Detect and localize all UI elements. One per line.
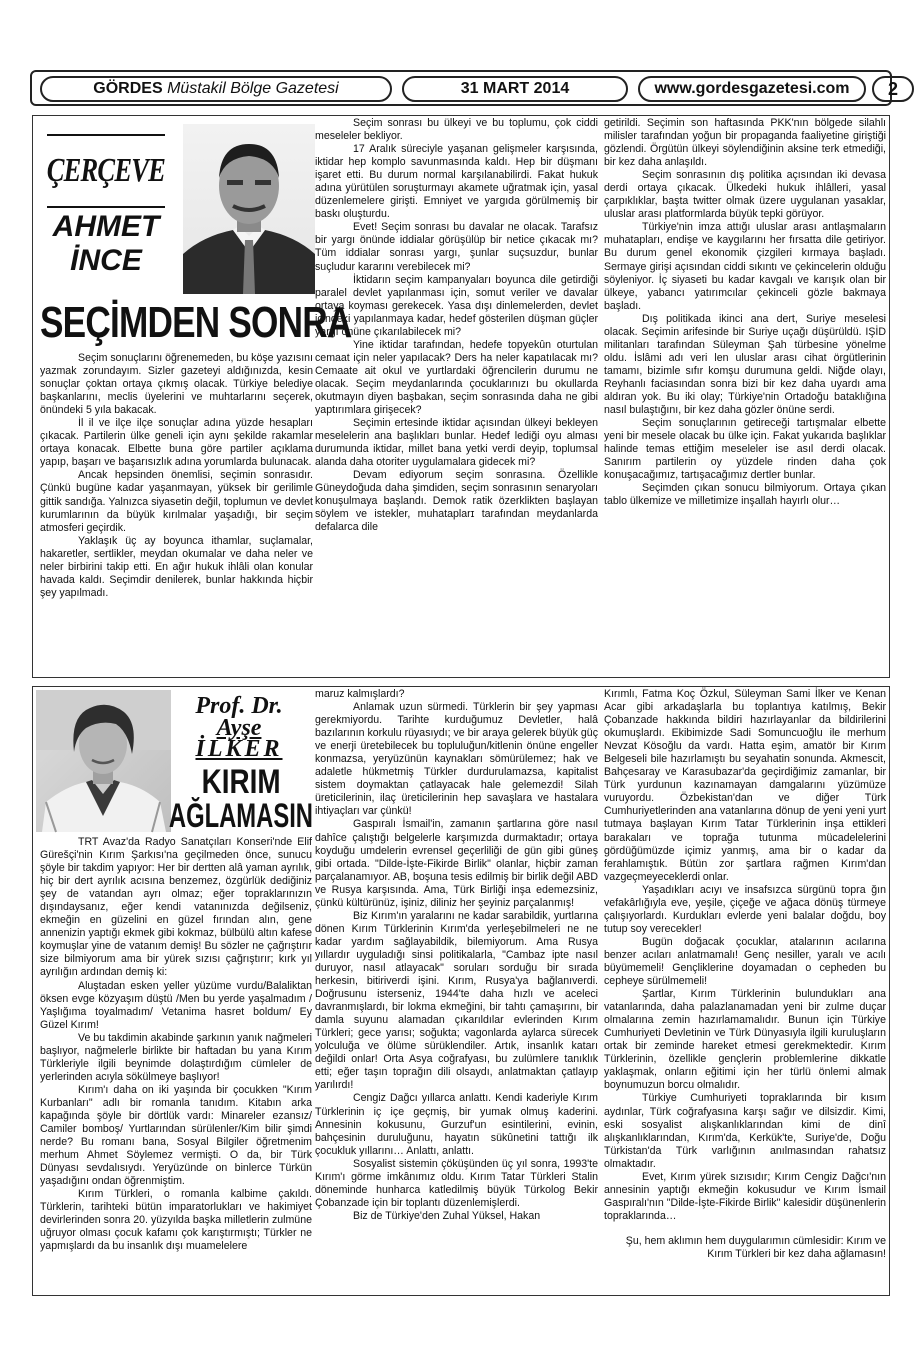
paragraph: Kırım'ı daha on iki yaşında bir çocukken "Kırım Kurbanları" adlı bir romanla tanıdım. Kitabın arka kapağında şöyle bir dörtlük vardı: Minareler ezansız/ Camiler bomboş/ Yurtlarından sürülenler/Kim bilir şimdi nerde? Bu romanı bana, Sosyal Bilgiler öğretmenim merhum Ahmet Söylemez vermişti. O da, bir Türk Dünyası sevdalısıydı. Yeryüzünde on binlerce Türkün yaşadığını ondan öğrenmiştim.: [40, 1083, 312, 1188]
headline-kirim: KIRIM: [201, 763, 281, 801]
paragraph: Kırım Türkleri, o romanla kalbime çakıldı. Türklerin, tarihteki bütün imparatorlukları ve hakimiyet devirlerinden sonra 20. yüzyılda başka milletlerin zulmüne uğruyor olması çocuk kafamı çok karıştırmıştı; Türkler ne yapmışlardı da bu insanlık dışı muamelelere: [40, 1188, 312, 1253]
paragraph: Seçim sonuçlarını öğrenemeden, bu köşe yazısını yazmak zorundayım. Sizler gazeteyi aldığınızda, kesin sonuçlar çoktan ortaya çıkmış olacak. Türkiye belediye başkanlarını, meclis üyelerini ve muhtarlarını seçerek, önündeki 5 yıla bakacak.: [40, 352, 313, 417]
column-name-cerceve: [47, 134, 165, 208]
paragraph: Aluştadan esken yeller yüzüme vurdu/Balaliktan öksen evge közyaşım düştü /Men bu yerde yaşalmadım / Yaşlığıma toyalmadım/ Vetanima hasret boldum/ Ey Güzel Kırım!: [40, 979, 312, 1031]
website-link[interactable]: www.gordesgazetesi.com: [654, 80, 850, 97]
paragraph: Seçim sonrası bu ülkeyi ve bu toplumu, çok ciddi meseleler bekliyor.: [315, 117, 598, 143]
paragraph: Seçimin ertesinde iktidar açısından ülkeyi bekleyen meselelerin ana başlıkları bunlar. Hedef lediği oyu alması durumunda iktidar, millet bana yetki verdi deyip, toplumsal alanda daha otoriter uygulamalara gidecek mi?: [315, 417, 598, 469]
paragraph: Yaklaşık üç ay boyunca ithamlar, suçlamalar, hakaretler, sertlikler, meydan okumalar ve daha neler ve neler birbirini takip etti. En ağır hukuk ihlâli olan konular havada kaldı. Seçimdir denilerek, bunlar hakkında hiçbir şey yapılmadı.: [40, 534, 313, 599]
author-name-block: [42, 210, 170, 278]
headline-secimden-sonra: [40, 298, 352, 350]
paragraph: Türkiye'nin imza attığı uluslar arası antlaşmaların muhatapları, endişe ve kaygılarını her fırsatta dile getiriyor. Bu durum genel ekonomik çizgileri kırmaya başladı. Sermaye girişi açısından ciddi sıkıntı ve çekincelerin olduğu söyleniyor. İç siyaseti bu kadar kavgalı ve karışık olan bir ülkeye, yabancı yatırımcılar çekinceli gözle bakmaya başladı.: [604, 221, 886, 312]
article1-column-1: [40, 352, 313, 672]
masthead-bar: [30, 70, 898, 106]
article2-column-2: [315, 688, 598, 1291]
paragraph: Seçim sonuçlarının getireceği tartışmalar elbette yeni bir mesele olacak bu ülke için. Fakat yukarıda başlıklar halinde temas ettiğim meseleler ise asıl derdi olacak. Sanırım partilerin oy yüzdele rinden daha çok konuşacağımız, tartışacağımız dertler bunlar.: [604, 417, 886, 482]
closing-paragraph: Şu, hem aklımın hem duygularımın cümlesidir: Kırım ve Kırım Türkleri bir kez daha ağlamasın!: [625, 1234, 886, 1260]
author-photo-ayse-ilker: [36, 690, 171, 832]
page-number: 2: [887, 78, 898, 99]
paragraph: Yaşadıkları acıyı ve insafsızca sürgünü topra ğın vefakârlığıyla eve, yeşile, çiçeğe ve ağaca dönüş türmeye çalışıyorlardı. Kurdukları evlerde yeni balalar doğdu, boy tutup soy verecekler!: [604, 883, 886, 935]
author-first-name: AHMET: [52, 210, 160, 243]
paragraph: Yine iktidar tarafından, hedefe topyekûn oturtulan cemaat için neler yapılacak? Ders ha neler kapatılacak mı? Cemaate ait okul ve yurtlardaki öğrencilerin durumu ne olacak. Seçim meydanlarında çocuklarınızı bu okullarda okutmayın diyen başbakan, seçim sonrasında daha ne gibi yaptırımlara girişecek?: [315, 338, 598, 417]
paragraph: Seçimden çıkan sonucu bilmiyorum. Ortaya çıkan tablo ülkemize ve milletimize inşallah hayırlı olur…: [604, 482, 886, 508]
paper-title-box: [40, 76, 392, 102]
paragraph: Biz Kırım'ın yaralarını ne kadar sarabildik, yurtlarına dönen Kırım Türklerinin Kırım'da yerleşebilmeleri ne ne kadar yardım sağlayabildik, bilemiyorum. Ama Rusya yıllardır uyguladığı sinsi politikalarla, "Cambaz ipte nasıl duruyor, nasıl atlayacak" soruları sorduğu bir sırada herkesin, bitiriverdi işini. Kırım, Rusya'ya bağlanıverdi. Doğrusunu isterseniz, 1944'te daha hızlı ve aceleci davranmışlardı, bir lokma ekmeğini, bir tahtı çamaşırını, bir damla suyunu alamadan çıkarıldılar evlerinden Kırım Türkleri; gece yarısı; soğukta; vagonlarda aylarca sürecek yolculuğa ve ölüme sürüklendiler. Artık, insanlık katarı değildi onlar! Orta Asya coğrafyası, bu zulümlere tanıklık etti; eğer taşın toprağın dili olsaydı, anlatmaktan çatlayıp yarılırdı!: [315, 909, 598, 1092]
paragraph: Gaspıralı İsmail'in, zamanın şartlarına göre nasıl dahîce çalıştığı belgelerle karşımızda durmaktadır; ortaya koyduğu umdelerin evrensel geçerliliği de gün gibi güneş gibi ortada. "Dilde-İşte-Fikirde Birlik" olanlar, hiçbir zaman parçalanamıyor. AB, boşuna tesis edilmiş bir birlik değil ABD ve Rusya karşısında. Ama, Türk Birliği inşa edemezsiniz, çünkü kültürünüz, işiniz, diliniz her şeyiniz parçalanmış!: [315, 818, 598, 909]
paragraph: Devam ediyorum seçim sonrasına. Özellikle Güneydoğuda daha şimdiden, seçim sonrasının senaryoları konuşulmaya başlandı. Demok ratik özerklikten başlayan söylem ve istekler, muhataplarɪ tarafından meydanlarda defalarca dile: [315, 469, 598, 534]
paragraph: maruz kalmışlardı?: [315, 688, 405, 700]
paragraph: Ve bu takdimin akabinde şarkının yanık nağmeleri başlıyor, nağmelerle birlikte bir haftadan bu yana Kırım Türkleriyle ilgili beynimde dolaştırdığım cümleler de yerlerinden acıyla sökülmeye başlıyor!: [40, 1031, 312, 1083]
date-box: [402, 76, 628, 102]
paragraph: 17 Aralık süreciyle yaşanan gelişmeler karşısında, iktidar hep komplo savunmasında kaldı. Hep bir düşmanı işaret etti. Bu durum normal karşılanabilirdi. Fakat hukuk adına yürütülen soruşturmayı akamete uğratmak için, yasal düzenlemelere girişti. Emniyet ve yargıda görülmemiş bir baskı oluşturdu.: [315, 143, 598, 221]
author-last-name: İLKER: [195, 736, 283, 762]
paragraph: Bugün doğacak çocuklar, atalarının acılarına benzer acıları anlatmamalı! Genç nesiller, yaralı ve acılı büyümemeli! Gençliklerine doyamadan o cepheden bu cepheye sürülmemeli!: [604, 935, 886, 988]
paragraph: Türkiye Cumhuriyeti topraklarında bir kısım aydınlar, Türk coğrafyasına karşı sağır ve dilsizdir. Kimi, eski sosyalist alışkanlıklarından kimi de dinî alışkanlıklarından, Kırım'da, Kerkük'te, Suriye'de, Doğu Türkistan'da Türk varlığının anılmasından rahatsız olmaktadır.: [604, 1092, 886, 1170]
author-first-name: Ayşe: [216, 715, 262, 741]
paragraph: Ancak hepsinden önemlisi, seçimin sonrasıdır. Çünkü bugüne kadar yaşanmayan, yüksek bir gerilimle gittik sandığa. Yalnızca siyasetin değil, toplumun ve devlet kurumlarının da büyük kırılmalar yaşadığı, bir seçim atmosferi geçirdik.: [40, 469, 313, 534]
article2-column-1: [40, 836, 312, 1291]
article2-column-3: [604, 688, 886, 1291]
issue-date: 31 MART 2014: [460, 80, 570, 97]
paragraph: Sosyalist sistemin çöküşünden üç yıl sonra, 1993'te Kırım'ı görme imkânımız oldu. Kırım Tatar Türkleri Stalin döneminde hunharca katledilmiş büyük Türkolog Bekir Çobanzade için bir toplantı düzenlemişlerdi.: [315, 1157, 598, 1209]
paper-name: GÖRDES: [93, 80, 163, 97]
paragraph: Anlamak uzun sürmedi. Türklerin bir şey yapması gerekmiyordu. Tarihte kurduğumuz Devletler, halâ bazılarının korkulu rüyasıydı; ve bir araya gelerek büyük güç ve enerji üretebilecek bu topluluğun/kitlenin önüne engeller konmazsa, yeryüzünün kaynakları sömürülemez; hak ve adaletle hükmetmiş Türkler durdurulamazsa, kapitalist sistem doymaktan çatlayacak hale gelemezdi! Silah üreticilerinin, ilaç üreticilerinin hep savaşlara ve hastalara ihtiyaçları var çünkü!: [315, 701, 598, 818]
author-last-name: İNCE: [70, 244, 142, 277]
paragraph: Biz de Türkiye'den Zuhal Yüksel, Hakan: [353, 1209, 541, 1222]
column-name-text: ÇERÇEVE: [46, 152, 166, 189]
paragraph: TRT Avaz'da Radyo Sanatçıları Konseri'nde Elif Gürešçi'nin Kırım Şarkısı'na geçilmeden önce, sunucu şöyle bir takdim yapıyor: Her bir dertten alâ yaman ayrılık, hiç bir dert ayrılık acısına benzemez, özgürlük dediğiniz şey de vatandan ayrı olmaz; eğer topraklarınızın dışındaysanız, eğer kendi vatanınızda değilseniz, ekmeğin en güzelini en güzel fırından alın, gene annenizin yaptığı ekmek gibi kokmaz, bülbülü altın kafese koymuşlar yine de vatanım demiş! Bu sözler ne çağrıştırır size bilmiyorum ama bir yürek sızısı çağrıştırır; kırk yıl ayrılığın ardından demiş ki:: [40, 836, 312, 979]
website-box: [638, 76, 866, 102]
paragraph: getirildi. Seçimin son haftasında PKK'nın bölgede silahlı milisler tarafından yoğun bir propaganda faaliyetine giriştiği gözlendi. Örgütün ülkeyi söylendiğinin aksine terk etmediği, bir kez daha anlaşıldı.: [604, 117, 886, 169]
article1-column-2: [315, 117, 598, 675]
author-title: Prof. Dr.: [195, 693, 283, 719]
paragraph: Cengiz Dağcı yıllarca anlattı. Kendi kaderiyle Kırım Türklerinin iç içe geçmiş, bir yumak olmuş kaderini. Annesinin kokusunu, Gurzuf'un esintilerini, evinin, bahçesinin duruluğunu, hayatın sükûnetini tattığı ilk çocukluk yıllarını… Anlattı, anlattı.: [315, 1092, 598, 1157]
paragraph: Dış politikada ikinci ana dert, Suriye meselesi olacak. Seçimin arifesinde bir Suriye uçağı düşürüldü. IŞİD militanları tarafından Süleyman Şah türbesine yönelme oldu. İslâmi adı veri len uluslar arası cihat örgütlerinin tamamı, bizimle sıfır komşu durumuna geldi. Niğde olayı, Reyhanlı faciasından sonra bizi bir kez daha uyardı ama aldıran yok. Bu iki olay; Türkiye'nin Ortadoğu bataklığına nasıl bulaştığını, bir kez daha gözler önüne serdi.: [604, 312, 886, 417]
paper-subtitle: Müstakil Bölge Gazetesi: [167, 80, 339, 97]
paragraph: İl il ve ilçe ilçe sonuçlar adına yüzde hesapları çıkacak. Partilerin ülke geneli için aynı şekilde rakamlar ortaya konacak. Elbette buna göre partiler açıklama yapıp, başarı ve başarısızlık adına yorumlarda bulunacak.: [40, 417, 313, 469]
headline-text: SEÇİMDEN SONRA: [40, 298, 352, 347]
paragraph: İktidarın seçim kampanyaları boyunca dile getirdiği paralel devlet yapılanması için, somut veriler ve davalar ortaya koyması gerekecek. Yasa dışı dinlemelerden, devlet içindeki yapılanmaya kadar, hedef gösterilen düşman güçler yargı önüne çıkarılabilecek mi?: [315, 273, 598, 338]
page-number-box: [872, 76, 914, 102]
paragraph: Şartlar, Kırım Türklerinin bulundukları ana vatanlarında, daha palazlanamadan yeni bir zulme duçar olmalarına zemin hazırlamamalıdır. Bunun için Türkiye Cumhuriyeti Devletinin ve Türk Dünyasıyla ilgili kuruluşların ortak bir zeminde hareket etmesi gerekmektedir. Kırım Türklerinin, özellikle gençlerin problemlerine dikkatle yaklaşmak, onların eğitimi için her türlü önlemi almak boynumuzun borcu olmalıdır.: [604, 988, 886, 1092]
paragraph: Kırımlı, Fatma Koç Özkul, Süleyman Sami İlker ve Kenan Acar gibi arkadaşlarla bu toplantıya katılmış, Bekir Çobanzade hakkında bildiri hazırlayanlar da bildirilerini okumuşlardı. Ekibimizde Sadi Somuncuoğlu ile merhum Nevzat Kösoğlu da vardı. Hatta eşim, amatör bir Kırım Belgeseli bile hazırlamıştı bu seyahatin sonunda. Akmescit, Bahçesaray ve Karasubazar'da geçirdiğimiz zamanlar, bir Türk yurdunun kazınamayan damgalarını yüzümüze vuruyordu. Özbekistan'dan ve diğer Türk Cumhuriyetlerinden ana vatanlarına dönup de yeni yeni yurt tutmaya başlayan Kırım Tatar Türklerinin inşa ettikleri barakaları ve toprağa tutunma mücadelelerini gördüğümüzde içimiz yanmış, ama bir o kadar da ferahlamıştık. Bütün zor şartlara rağmen Kırım'dan vazgeçmeyeceklerdi onlar.: [604, 688, 886, 883]
author-photo-ahmet-ince: [183, 124, 315, 294]
paragraph: Seçim sonrasının dış politika açısından iki devasa derdi ortaya çıkacak. Ülkedeki hukuk ihlâlleri, yasal çarpıklıklar, başta twitter olmak üzere uygulanan yasaklar, uluslar arası platformlarda büyük tepki görüyor.: [604, 169, 886, 221]
headline-aglamasin: AĞLAMASIN: [168, 797, 314, 835]
paragraph: Evet! Seçim sonrası bu davalar ne olacak. Tarafsız bir yargı önünde iddialar görüşülüp bir netice çıkacak mı? Tüm iddialar sonrası yargı, şunlar suçsuzdur, bunlar suçludur kararını verebilecek mi?: [315, 221, 598, 273]
article1-column-3: [604, 117, 886, 675]
paragraph: Evet, Kırım yürek sızısıdır; Kırım Cengiz Dağcı'nın annesinin yaptığı ekmeğin kokusudur ve Kırım İsmail Gaspıralı'nın "Dilde-İşte-Fikirde Birlik" kalesidir düşünenlerin topraklarında…: [604, 1170, 886, 1222]
